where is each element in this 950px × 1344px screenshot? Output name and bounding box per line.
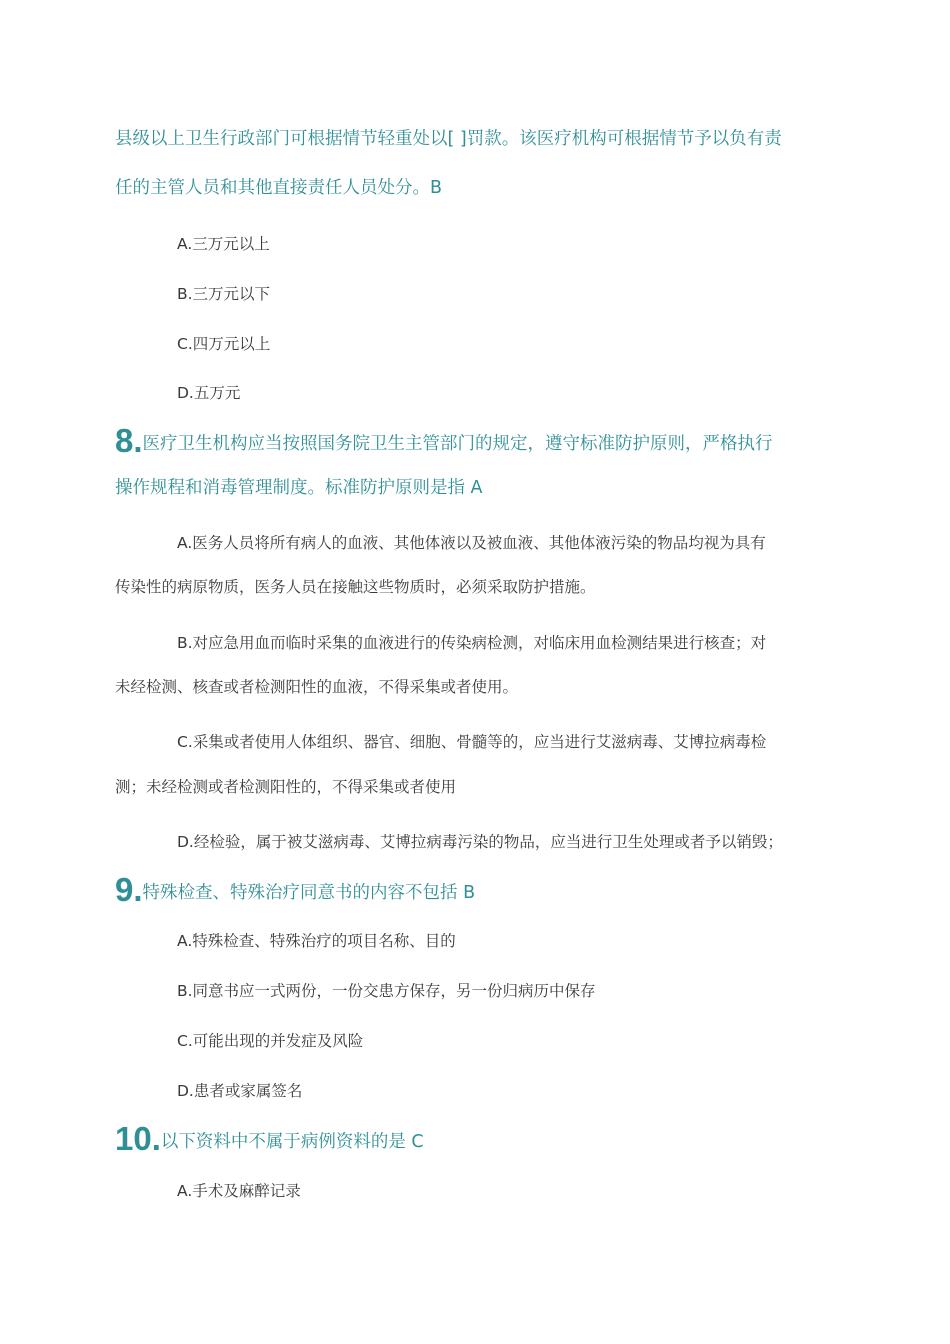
q8-option-b-line-2: 未经检测、核查或者检测阳性的血液，不得采集或者使用。 — [115, 678, 519, 696]
q7-text-line-2: 任的主管人员和其他直接责任人员处分。B — [115, 178, 443, 198]
q9-heading — [115, 873, 475, 906]
q8-text-line-1: 医疗卫生机构应当按照国务院卫生主管部门的规定，遵守标准防护原则，严格执行 — [142, 434, 773, 454]
q8-number: 8. — [115, 422, 143, 459]
q8-option-d-line-1: D.经检验，属于被艾滋病毒、艾博拉病毒污染的物品，应当进行卫生处理或者予以销毁； — [177, 833, 783, 851]
q8-option-b-line-1: B.对应急用血而临时采集的血液进行的传染病检测，对临床用血检测结果进行核查；对 — [177, 634, 767, 652]
q7-option-c: C.四万元以上 — [177, 335, 271, 353]
q8-heading — [115, 424, 773, 457]
q9-option-c: C.可能出现的并发症及风险 — [177, 1032, 364, 1050]
q8-option-c-line-2: 测；未经检测或者检测阳性的，不得采集或者使用 — [115, 778, 457, 796]
q9-option-b: B.同意书应一式两份，一份交患方保存，另一份归病历中保存 — [177, 982, 596, 1000]
q8-option-a-line-2: 传染性的病原物质，医务人员在接触这些物质时，必须采取防护措施。 — [115, 578, 596, 596]
q10-heading — [115, 1122, 424, 1155]
q8-option-c-line-1: C.采集或者使用人体组织、器官、细胞、骨髓等的，应当进行艾滋病毒、艾博拉病毒检 — [177, 733, 767, 751]
q7-text-line-1: 县级以上卫生行政部门可根据情节轻重处以[ ]罚款。该医疗机构可根据情节予以负有责 — [115, 129, 782, 149]
q7-option-b: B.三万元以下 — [177, 285, 271, 303]
q9-number: 9. — [115, 871, 143, 908]
q9-text: 特殊检查、特殊治疗同意书的内容不包括 B — [142, 883, 476, 903]
q9-option-a: A.特殊检查、特殊治疗的项目名称、目的 — [177, 932, 456, 950]
q10-text: 以下资料中不属于病例资料的是 C — [160, 1132, 424, 1152]
q10-number: 10. — [115, 1120, 161, 1157]
q8-option-a-line-1: A.医务人员将所有病人的血液、其他体液以及被血液、其他体液污染的物品均视为具有 — [177, 534, 766, 552]
q9-option-d: D.患者或家属签名 — [177, 1082, 303, 1100]
q7-option-d: D.五万元 — [177, 384, 241, 402]
q7-option-a: A.三万元以上 — [177, 235, 270, 253]
q8-text-line-2: 操作规程和消毒管理制度。标准防护原则是指 A — [115, 478, 483, 498]
q10-option-a: A.手术及麻醉记录 — [177, 1182, 301, 1200]
